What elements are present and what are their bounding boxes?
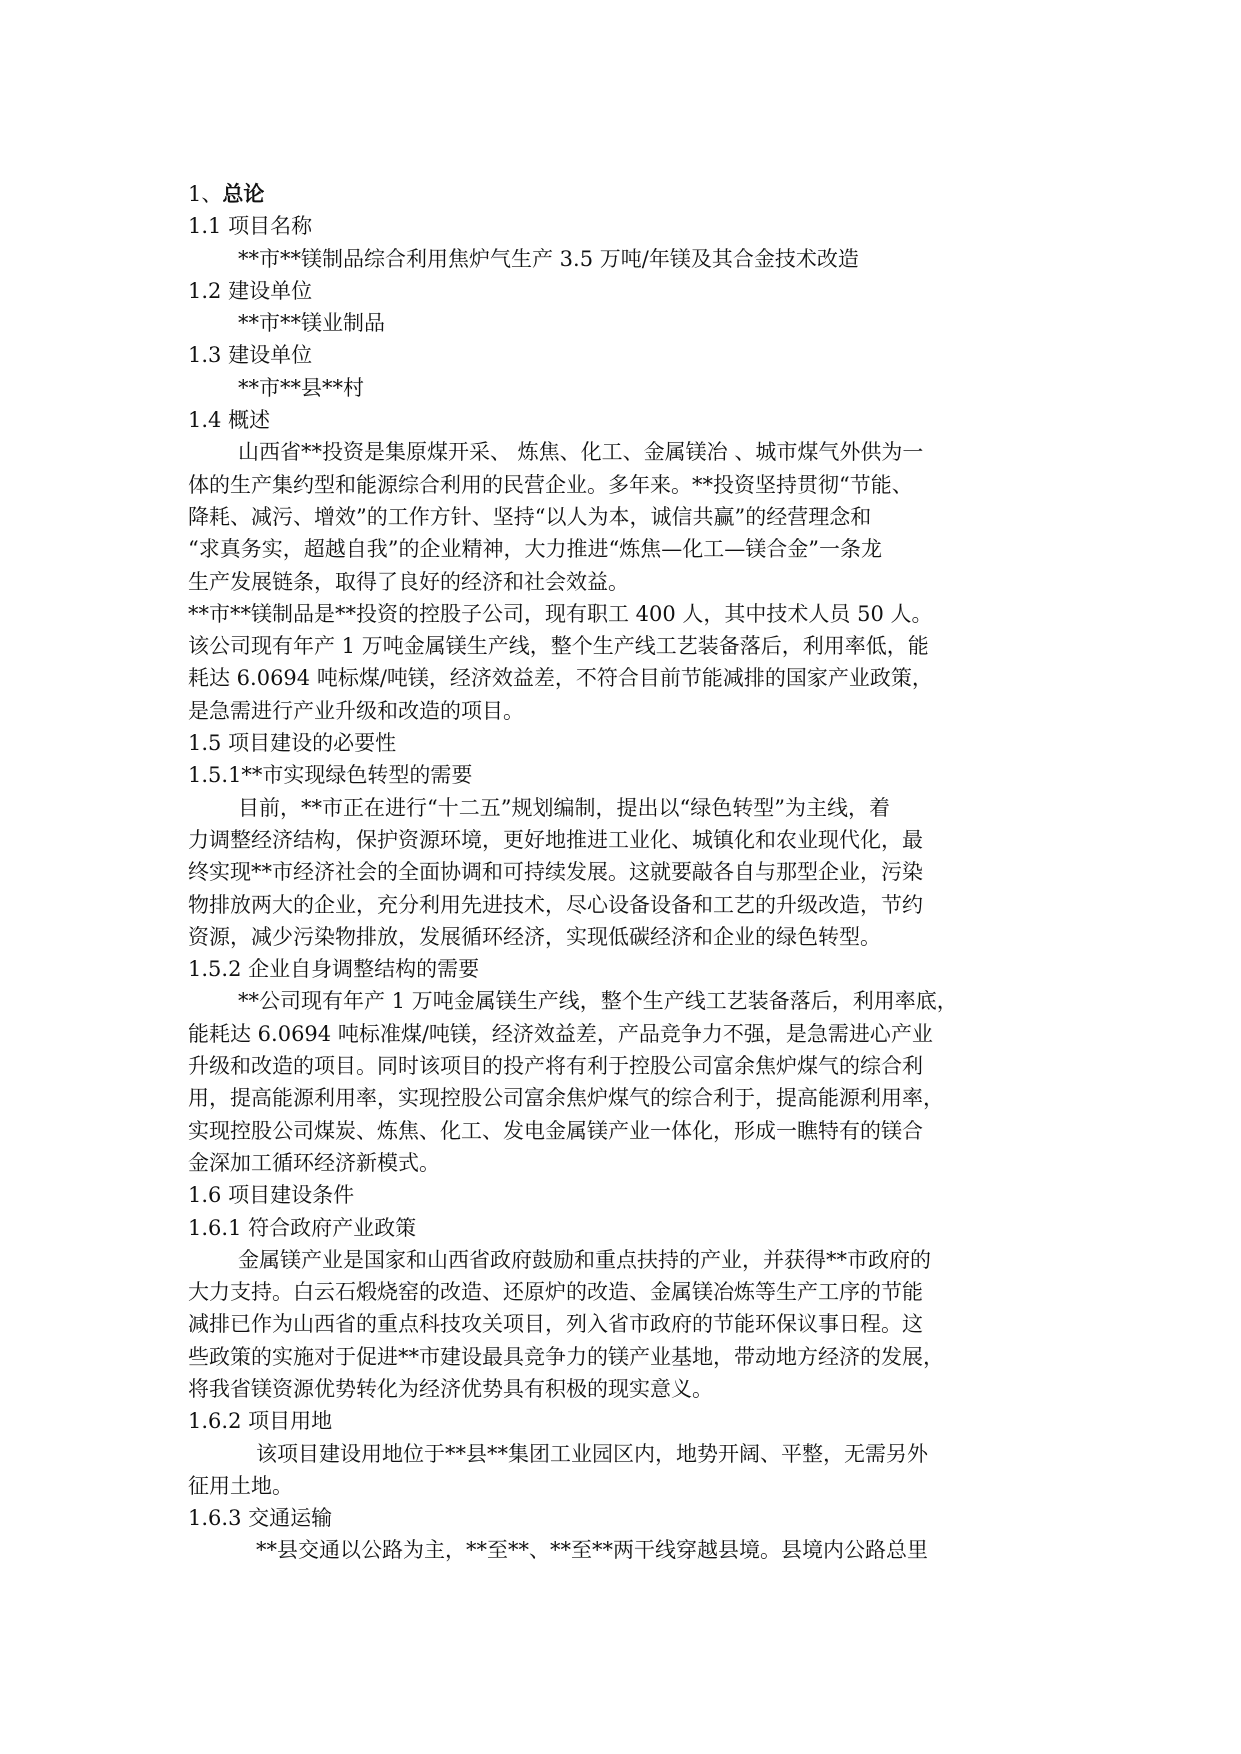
paragraph-line: 资源，减少污染物排放，发展循环经济，实现低碳经济和企业的绿色转型。 [188,924,881,949]
section-heading-1-5: 1.5 项目建设的必要性 [188,731,397,756]
paragraph-line: 大力支持。白云石煅烧窑的改造、还原炉的改造、金属镁冶炼等生产工序的节能 [188,1280,923,1305]
paragraph-line: 金属镁产业是国家和山西省政府鼓励和重点扶持的产业，并获得**市政府的 [238,1247,931,1272]
paragraph-line: 耗达 6.0694 吨标煤/吨镁，经济效益差，不符合目前节能减排的国家产业政策， [188,666,933,691]
project-name: **市**镁制品综合利用焦炉气生产 3.5 万吨/年镁及其合金技术改造 [238,246,859,271]
paragraph-line: 该公司现有年产 1 万吨金属镁生产线，整个生产线工艺装备落后，利用率低，能 [188,634,929,659]
paragraph-line: 用，提高能源利用率，实现控股公司富余焦炉煤气的综合利于，提高能源利用率， [188,1086,944,1111]
section-heading-1-6-1: 1.6.1 符合政府产业政策 [188,1215,417,1240]
chapter-heading [188,178,1068,210]
paragraph-line: 终实现**市经济社会的全面协调和可持续发展。这就要敲各自与那型企业，污染 [188,860,923,885]
paragraph-line: 目前，**市正在进行“十二五”规划编制，提出以“绿色转型”为主线，着 [238,795,890,820]
section-heading-1-6: 1.6 项目建设条件 [188,1183,355,1208]
paragraph-line: 实现控股公司煤炭、炼焦、化工、发电金属镁产业一体化，形成一瞧特有的镁合 [188,1118,923,1143]
paragraph-line: 金深加工循环经济新模式。 [188,1150,440,1175]
document-page [188,178,1068,1567]
chapter-number: 1、 [188,182,223,206]
overview-paragraph-1 [188,436,1068,597]
paragraph-line: 物排放两大的企业，充分利用先进技术，尽心设备设备和工艺的升级改造，节约 [188,892,923,917]
section-heading-1-5-2: 1.5.2 企业自身调整结构的需要 [188,957,480,982]
paragraph-line: **县交通以公路为主，**至**、**至**两干线穿越县境。县境内公路总里 [256,1538,928,1563]
section-heading-1-2: 1.2 建设单位 [188,278,313,303]
paragraph-line: 升级和改造的项目。同时该项目的投产将有利于控股公司富余焦炉煤气的综合利 [188,1054,923,1079]
policy-paragraph [188,1244,1068,1405]
paragraph-line: 山西省**投资是集原煤开采、 炼焦、化工、金属镁冶 、城市煤气外供为一 [238,440,924,465]
restructuring-paragraph [188,985,1068,1179]
paragraph-line: **公司现有年产 1 万吨金属镁生产线，整个生产线工艺装备落后，利用率底， [238,989,958,1014]
paragraph-line: 降耗、减污、增效”的工作方针、坚持“以人为本，诚信共赢”的经营理念和 [188,504,872,529]
green-transition-paragraph [188,792,1068,953]
paragraph-line: 是急需进行产业升级和改造的项目。 [188,698,524,723]
paragraph-line: 生产发展链条，取得了良好的经济和社会效益。 [188,569,629,594]
paragraph-line: 能耗达 6.0694 吨标准煤/吨镁，经济效益差，产品竞争力不强，是急需进心产业 [188,1021,933,1046]
paragraph-line: 征用土地。 [188,1473,293,1498]
section-heading-1-6-3: 1.6.3 交通运输 [188,1506,333,1531]
paragraph-line: 该项目建设用地位于**县**集团工业园区内，地势开阔、平整，无需另外 [256,1441,928,1466]
transport-paragraph [188,1534,1068,1566]
section-heading-1-4: 1.4 概述 [188,408,271,433]
construction-location: **市**县**村 [238,375,364,400]
section-heading-1-6-2: 1.6.2 项目用地 [188,1409,333,1434]
paragraph-line: 将我省镁资源优势转化为经济优势具有积极的现实意义。 [188,1376,713,1401]
paragraph-line: 减排已作为山西省的重点科技攻关项目，列入省市政府的节能环保议事日程。这 [188,1312,923,1337]
chapter-title: 总论 [222,181,265,206]
overview-paragraph-2 [188,598,1068,727]
paragraph-line: 体的生产集约型和能源综合利用的民营企业。多年来。**投资坚持贯彻“节能、 [188,472,913,497]
paragraph-line: “求真务实，超越自我”的企业精神，大力推进“炼焦—化工—镁合金”一条龙 [188,537,882,562]
paragraph-line: 力调整经济结构，保护资源环境，更好地推进工业化、城镇化和农业现代化，最 [188,827,923,852]
section-heading-1-1: 1.1 项目名称 [188,214,313,239]
section-heading-1-5-1: 1.5.1**市实现绿色转型的需要 [188,763,473,788]
section-heading-1-3: 1.3 建设单位 [188,343,313,368]
paragraph-line: 些政策的实施对于促进**市建设最具竞争力的镁产业基地，带动地方经济的发展， [188,1344,944,1369]
land-use-paragraph [188,1438,1068,1503]
construction-unit: **市**镁业制品 [238,311,385,336]
paragraph-line: **市**镁制品是**投资的控股子公司，现有职工 400 人，其中技术人员 50 人。 [188,601,933,626]
